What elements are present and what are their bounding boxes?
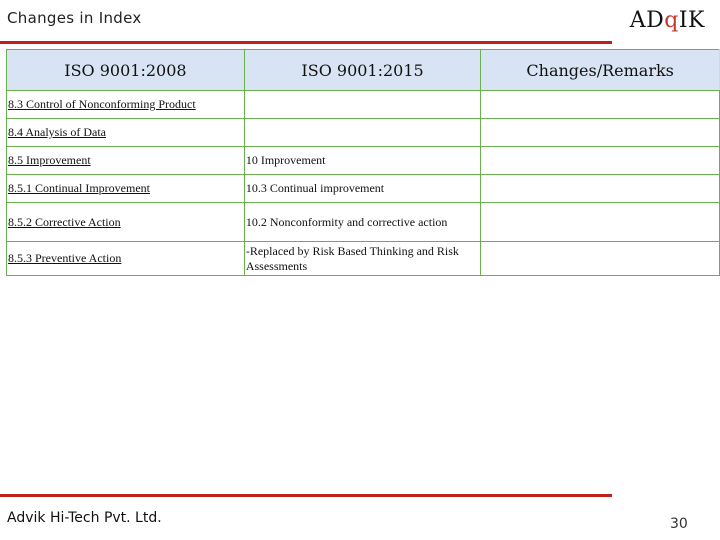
clause-2008-cell[interactable]: 8.3 Control of Nonconforming Product <box>7 91 245 119</box>
clause-2008-cell[interactable]: 8.5.2 Corrective Action <box>7 203 245 242</box>
remarks-cell <box>481 119 720 147</box>
company-name: Advik Hi-Tech Pvt. Ltd. <box>7 510 162 526</box>
logo-prefix: AD <box>629 8 665 33</box>
remarks-cell <box>481 242 720 276</box>
remarks-cell <box>481 91 720 119</box>
table-row <box>7 119 720 147</box>
remarks-cell <box>481 147 720 175</box>
clause-2008-cell[interactable]: 8.5 Improvement <box>7 147 245 175</box>
page-number: 30 <box>670 516 688 532</box>
clause-2008-cell[interactable]: 8.4 Analysis of Data <box>7 119 245 147</box>
slide-title: Changes in Index <box>7 9 142 27</box>
top-divider <box>0 41 612 44</box>
remarks-cell <box>481 175 720 203</box>
column-header-iso-2008: ISO 9001:2008 <box>7 50 245 91</box>
clause-2015-cell: -Replaced by Risk Based Thinking and Risk Assessments <box>244 242 480 276</box>
remarks-cell <box>481 203 720 242</box>
clause-2008-cell[interactable]: 8.5.3 Preventive Action <box>7 242 245 276</box>
table-header-row <box>7 50 720 91</box>
clause-2015-cell <box>244 91 480 119</box>
clause-2015-cell: 10.2 Nonconformity and corrective action <box>244 203 480 242</box>
clause-2015-cell: 10.3 Continual improvement <box>244 175 480 203</box>
table-row <box>7 147 720 175</box>
table-row <box>7 242 720 276</box>
logo-mark: q <box>664 8 679 33</box>
bottom-divider <box>0 494 612 497</box>
table-row <box>7 175 720 203</box>
table-row <box>7 203 720 242</box>
table-row <box>7 91 720 119</box>
clause-2015-cell <box>244 119 480 147</box>
clause-2008-cell[interactable]: 8.5.1 Continual Improvement <box>7 175 245 203</box>
index-comparison-table <box>6 49 720 276</box>
clause-2015-cell: 10 Improvement <box>244 147 480 175</box>
column-header-iso-2015: ISO 9001:2015 <box>244 50 480 91</box>
logo-suffix: IK <box>678 8 705 33</box>
company-logo <box>630 8 705 33</box>
column-header-changes-remarks: Changes/Remarks <box>481 50 720 91</box>
